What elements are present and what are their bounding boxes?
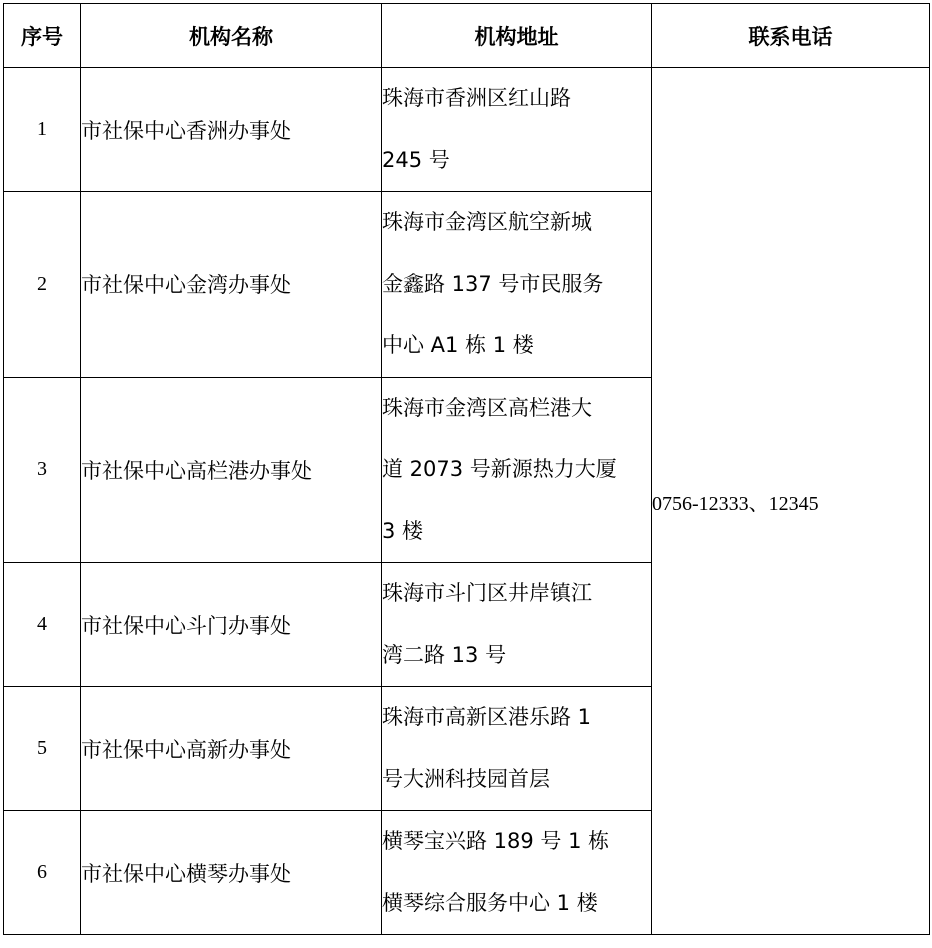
header-row: [4, 4, 930, 68]
address-line: 湾二路 13 号: [382, 642, 507, 667]
header-phone: 联系电话: [652, 4, 930, 68]
address-line: 横琴宝兴路 189 号 1 栋: [382, 829, 610, 853]
header-address: 机构地址: [382, 4, 652, 68]
office-address: [382, 68, 652, 192]
address-line: 金鑫路 137 号市民服务: [382, 271, 604, 296]
office-table: [3, 3, 930, 935]
contact-phone: 0756-12333、12345: [652, 68, 930, 935]
row-index: 6: [4, 811, 81, 935]
office-address: [382, 377, 652, 563]
row-index: 1: [4, 68, 81, 192]
office-name: 市社保中心横琴办事处: [81, 811, 382, 935]
header-index: 序号: [4, 4, 81, 68]
address-line: 3 楼: [382, 518, 424, 543]
office-name: 市社保中心斗门办事处: [81, 563, 382, 687]
office-address: [382, 563, 652, 687]
office-name: 市社保中心高栏港办事处: [81, 377, 382, 563]
address-line: 珠海市金湾区航空新城: [382, 210, 592, 234]
address-line: 珠海市高新区港乐路 1: [382, 705, 592, 729]
row-index: 2: [4, 192, 81, 378]
table-row: [4, 68, 930, 192]
header-name: 机构名称: [81, 4, 382, 68]
address-line: 245 号: [382, 147, 450, 172]
address-line: 中心 A1 栋 1 楼: [382, 333, 534, 357]
address-line: 号大洲科技园首层: [382, 766, 550, 791]
address-line: 横琴综合服务中心 1 楼: [382, 890, 598, 915]
address-line: 道 2073 号新源热力大厦: [382, 457, 617, 481]
office-address: [382, 192, 652, 378]
row-index: 5: [4, 687, 81, 811]
row-index: 3: [4, 377, 81, 563]
office-name: 市社保中心金湾办事处: [81, 192, 382, 378]
row-index: 4: [4, 563, 81, 687]
address-line: 珠海市斗门区井岸镇江: [382, 581, 592, 605]
office-address: [382, 687, 652, 811]
address-line: 珠海市香洲区红山路: [382, 86, 571, 110]
office-name: 市社保中心高新办事处: [81, 687, 382, 811]
office-address: [382, 811, 652, 935]
office-name: 市社保中心香洲办事处: [81, 68, 382, 192]
address-line: 珠海市金湾区高栏港大: [382, 395, 592, 420]
